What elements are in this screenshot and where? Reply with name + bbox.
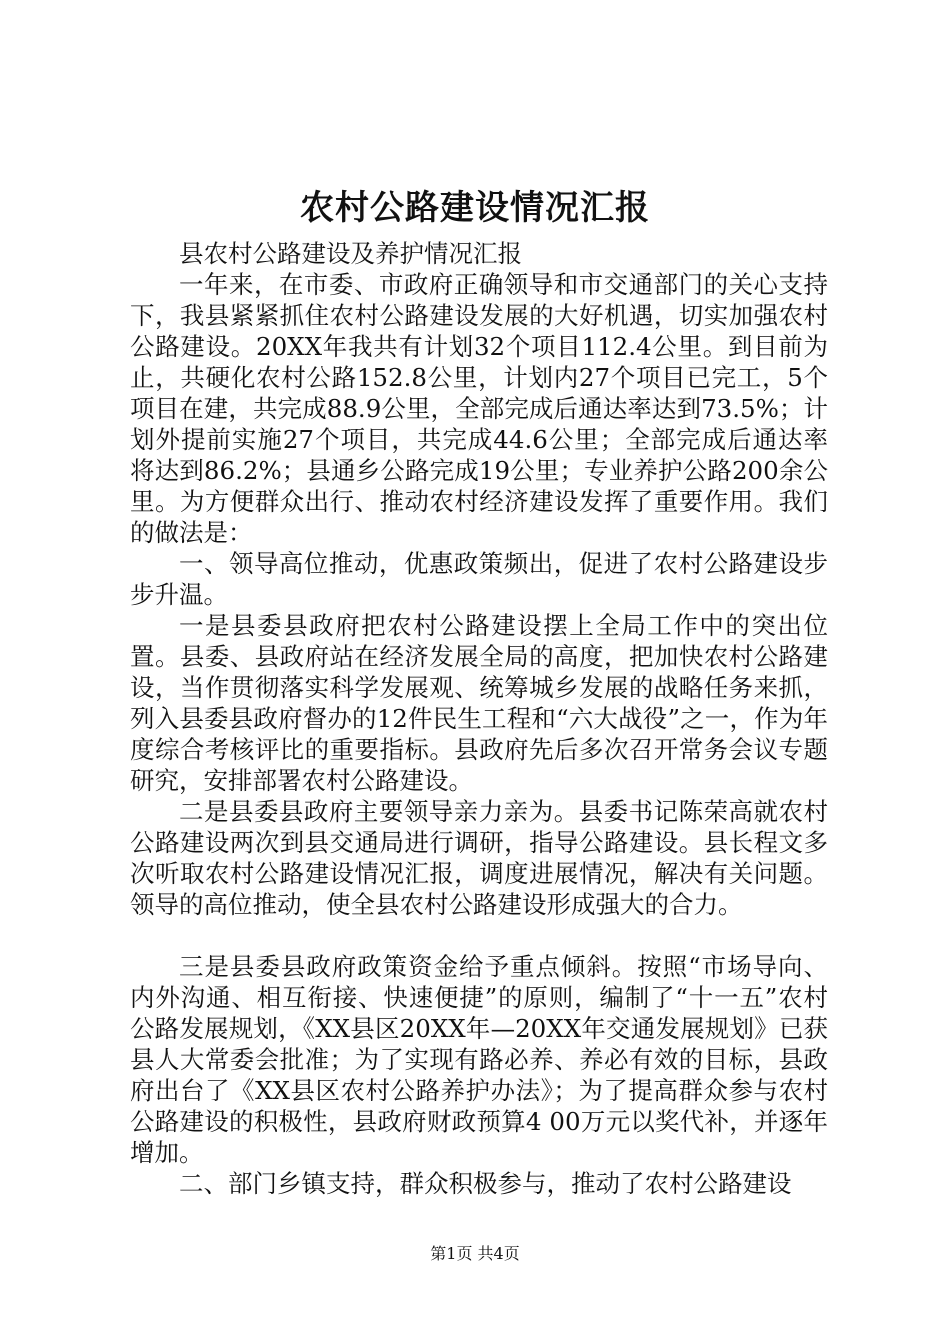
point-paragraph-3: 三是县委县政府政策资金给予重点倾斜。按照“市场导向、内外沟通、相互衔接、快速便捷”的原则，编制了“十一五”农村公路发展规划，《XX县区20XX年—20XX年交通发展规划》已获县人大常委会批准；为了实现有路必养、养必有效的目标，县政府出台了《XX县区农村公路养护办法》；为了提高群众参与农村公路建设的积极性，县政府财政预算4 00万元以奖代补，并逐年增加。 [130, 952, 828, 1167]
section-heading-2: 二、部门乡镇支持，群众积极参与，推动了农村公路建设 [179, 1169, 792, 1198]
page-footer: 第1页 共4页 [430, 1244, 520, 1263]
document-body [130, 238, 828, 1199]
section-heading-1: 一、领导高位推动，优惠政策频出，促进了农村公路建设步步升温。 [130, 549, 828, 609]
intro-paragraph: 一年来，在市委、市政府正确领导和市交通部门的关心支持下，我县紧紧抓住农村公路建设发展的大好机遇，切实加强农村公路建设。20XX年我共有计划32个项目112.4公里。到目前为止，共硬化农村公路152.8公里，计划内27个项目已完工，5个项目在建，共完成88.9公里，全部完成后通达率达到73.5%；计划外提前实施27个项目，共完成44.6公里；全部完成后通达率将达到86.2%；县通乡公路完成19公里；专业养护公路200余公里。为方便群众出行、推动农村经济建设发挥了重要作用。我们的做法是： [130, 270, 828, 547]
point-paragraph-2: 二是县委县政府主要领导亲力亲为。县委书记陈荣高就农村公路建设两次到县交通局进行调研，指导公路建设。县长程文多次听取农村公路建设情况汇报，调度进展情况，解决有关问题。领导的高位推动，使全县农村公路建设形成强大的合力。 [130, 797, 828, 919]
document-title: 农村公路建设情况汇报 [300, 188, 650, 228]
point-paragraph-1: 一是县委县政府把农村公路建设摆上全局工作中的突出位置。县委、县政府站在经济发展全局的高度，把加快农村公路建设，当作贯彻落实科学发展观、统筹城乡发展的战略任务来抓，列入县委县政府督办的12件民生工程和“六大战役”之一，作为年度综合考核评比的重要指标。县政府先后多次召开常务会议专题研究，安排部署农村公路建设。 [130, 611, 828, 795]
subtitle-paragraph: 县农村公路建设及养护情况汇报 [179, 239, 522, 268]
